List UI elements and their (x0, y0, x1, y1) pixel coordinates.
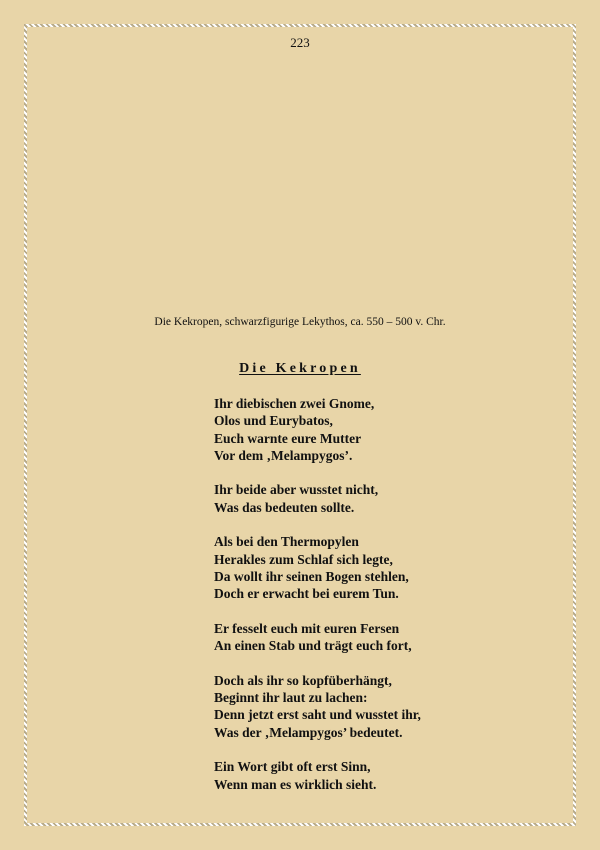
stanza-3 (214, 533, 421, 602)
poem-line: Beginnt ihr laut zu lachen: (214, 690, 368, 706)
poem-line: Denn jetzt erst saht und wusstet ihr, (214, 707, 421, 723)
poem-line: Wenn man es wirklich sieht. (214, 776, 377, 792)
stanza-4 (214, 620, 421, 655)
image-caption: Die Kekropen, schwarzfigurige Lekythos, ca. 550 – 500 v. Chr. (154, 316, 446, 328)
poem-title: Die Kekropen (239, 361, 361, 376)
stanza-2 (214, 481, 421, 516)
poem-line: Vor dem ‚Melampygos’. (214, 447, 353, 463)
poem-line: Was der ‚Melampygos’ bedeutet. (214, 724, 403, 740)
poem-line: Was das bedeuten sollte. (214, 499, 355, 515)
poem-body (214, 395, 421, 810)
poem-line: Er fesselt euch mit euren Fersen (214, 620, 400, 636)
poem-line: Ihr beide aber wusstet nicht, (214, 482, 379, 498)
poem-line: Herakles zum Schlaf sich legte, (214, 551, 393, 567)
stanza-6 (214, 758, 421, 793)
poem-line: Olos und Eurybatos, (214, 413, 333, 429)
poem-line: Ihr diebischen zwei Gnome, (214, 396, 375, 411)
page-number: 223 (290, 35, 310, 50)
poem-line: Euch warnte eure Mutter (214, 430, 362, 446)
poem-line: Als bei den Thermopylen (214, 534, 359, 550)
poem-line: Ein Wort gibt oft erst Sinn, (214, 759, 371, 775)
stanza-1 (214, 395, 421, 464)
stanza-5 (214, 672, 421, 741)
poem-line: Da wollt ihr seinen Bogen stehlen, (214, 568, 409, 584)
poem-line: Doch als ihr so kopfüberhängt, (214, 672, 392, 688)
poem-line: An einen Stab und trägt euch fort, (214, 638, 412, 654)
poem-line: Doch er erwacht bei eurem Tun. (214, 586, 399, 602)
